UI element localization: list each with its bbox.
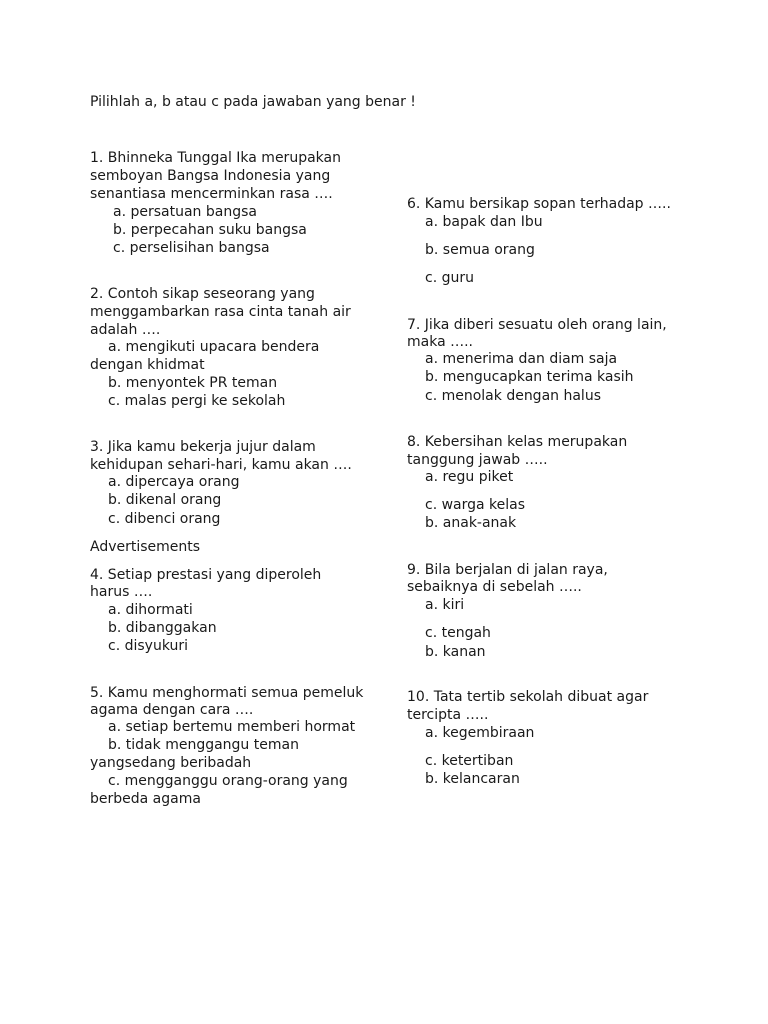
option-2b: b. menyontek PR teman bbox=[108, 375, 278, 391]
option-7c: c. menolak dengan halus bbox=[425, 388, 601, 404]
question-5-text: 5. Kamu menghormati semua pemeluk bbox=[90, 685, 364, 701]
question-5-text: agama dengan cara …. bbox=[90, 702, 254, 718]
instruction: Pilihlah a, b atau c pada jawaban yang benar ! bbox=[90, 94, 416, 110]
question-2-text: menggambarkan rasa cinta tanah air bbox=[90, 304, 351, 320]
question-3-text: 3. Jika kamu bekerja jujur dalam bbox=[90, 439, 316, 455]
option-7b: b. mengucapkan terima kasih bbox=[425, 369, 634, 385]
option-5a: a. setiap bertemu memberi hormat bbox=[108, 719, 356, 735]
question-1-text: 1. Bhinneka Tunggal Ika merupakan bbox=[90, 150, 341, 166]
question-7-text: 7. Jika diberi sesuatu oleh orang lain, bbox=[407, 317, 667, 333]
option-5b: b. tidak menggangu teman bbox=[108, 737, 299, 753]
question-7-text: maka ….. bbox=[407, 334, 474, 350]
option-10b: b. kelancaran bbox=[425, 771, 520, 787]
option-9c: c. tengah bbox=[425, 625, 491, 641]
option-1c: c. perselisihan bangsa bbox=[113, 240, 270, 256]
question-6-text: 6. Kamu bersikap sopan terhadap ….. bbox=[407, 196, 671, 212]
advertisements-label: Advertisements bbox=[90, 539, 201, 555]
option-6b: b. semua orang bbox=[425, 242, 535, 258]
option-4b: b. dibanggakan bbox=[108, 620, 217, 636]
option-1a: a. persatuan bangsa bbox=[113, 204, 257, 220]
question-8-text: 8. Kebersihan kelas merupakan bbox=[407, 434, 628, 450]
option-3c: c. dibenci orang bbox=[108, 511, 221, 527]
option-8c: c. warga kelas bbox=[425, 497, 526, 513]
option-4a: a. dihormati bbox=[108, 602, 193, 618]
option-9b: b. kanan bbox=[425, 644, 486, 660]
option-9a: a. kiri bbox=[425, 597, 465, 613]
option-7a: a. menerima dan diam saja bbox=[425, 351, 618, 367]
question-1-text: senantiasa mencerminkan rasa …. bbox=[90, 186, 333, 202]
option-2a: a. mengikuti upacara bendera bbox=[108, 339, 320, 355]
option-3b: b. dikenal orang bbox=[108, 492, 222, 508]
option-10a: a. kegembiraan bbox=[425, 725, 535, 741]
option-8b: b. anak-anak bbox=[425, 515, 517, 531]
option-8a: a. regu piket bbox=[425, 469, 514, 485]
question-9-text: 9. Bila berjalan di jalan raya, bbox=[407, 562, 608, 578]
option-1b: b. perpecahan suku bangsa bbox=[113, 222, 307, 238]
question-2-text: 2. Contoh sikap seseorang yang bbox=[90, 286, 315, 302]
option-4c: c. disyukuri bbox=[108, 638, 189, 654]
option-6c: c. guru bbox=[425, 270, 474, 286]
option-3a: a. dipercaya orang bbox=[108, 474, 240, 490]
question-9-text: sebaiknya di sebelah ….. bbox=[407, 579, 582, 595]
question-4-text: harus …. bbox=[90, 584, 153, 600]
question-2-text: adalah …. bbox=[90, 322, 161, 338]
question-3-text: kehidupan sehari-hari, kamu akan …. bbox=[90, 457, 352, 473]
question-4-text: 4. Setiap prestasi yang diperoleh bbox=[90, 567, 322, 583]
question-1-text: semboyan Bangsa Indonesia yang bbox=[90, 168, 331, 184]
option-10c: c. ketertiban bbox=[425, 753, 514, 769]
question-8-text: tanggung jawab ….. bbox=[407, 452, 548, 468]
question-10-text: 10. Tata tertib sekolah dibuat agar bbox=[407, 689, 649, 705]
option-6a: a. bapak dan Ibu bbox=[425, 214, 543, 230]
option-5b-cont: yangsedang beribadah bbox=[90, 755, 252, 771]
question-10-text: tercipta ….. bbox=[407, 707, 489, 723]
option-2c: c. malas pergi ke sekolah bbox=[108, 393, 286, 409]
option-2a-cont: dengan khidmat bbox=[90, 357, 205, 373]
option-5c: c. mengganggu orang-orang yang bbox=[108, 773, 348, 789]
option-5c-cont: berbeda agama bbox=[90, 791, 201, 807]
